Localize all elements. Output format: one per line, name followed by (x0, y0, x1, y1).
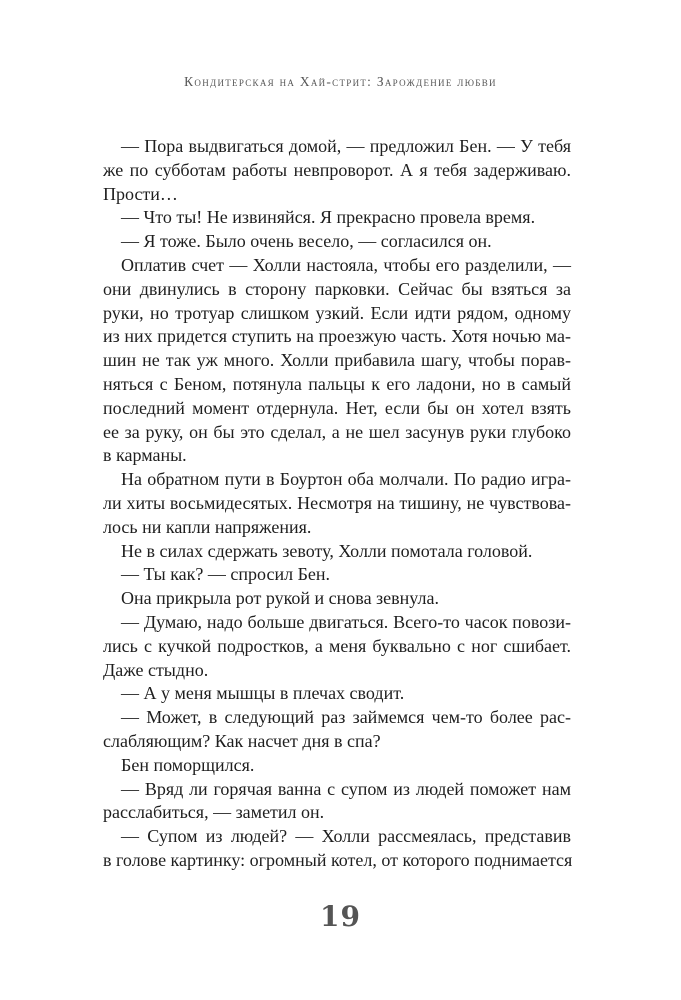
text-line: же по субботам работы невпроворот. А я тебя задерживаю. (103, 159, 571, 180)
text-line: последний момент отдернула. Нет, если бы он хотел взять (103, 397, 571, 418)
text-line: — Пора выдвигаться домой, — предложил Бен. — У тебя (121, 136, 571, 156)
text-line: из них придется ступить на проезжую часть. Хотя ночью ма- (103, 326, 571, 347)
text-line: На обратном пути в Боуртон оба молчали. По радио игра- (121, 469, 571, 490)
text-line: — Супом из людей? — Холли рассмеялась, представив (121, 826, 571, 847)
text-line: Даже стыдно. (103, 659, 209, 680)
text-line: Не в силах сдержать зевоту, Холли помотала головой. (121, 540, 533, 561)
text-line: руки, но тротуар слишком узкий. Если идти рядом, одному (103, 302, 571, 323)
text-line: Прости… (103, 183, 178, 204)
text-line: ее за руку, он бы это сделал, а не шел засунув руки глубоко (103, 421, 571, 442)
text-line: лись с кучкой подростков, а меня буквально с ног сшибает. (103, 635, 571, 656)
text-line: — А у меня мышцы в плечах сводит. (121, 683, 405, 704)
text-line: лось ни капли напряжения. (103, 516, 312, 537)
text-line: — Вряд ли горячая ванна с супом из людей поможет нам (121, 778, 571, 799)
text-line: няться с Беном, потянула пальцы к его ладони, но в самый (103, 373, 571, 394)
text-line: шин не так уж много. Холли прибавила шагу, чтобы порав- (103, 350, 571, 371)
text-line: — Может, в следующий раз займемся чем-то более рас- (121, 707, 571, 728)
text-line: Она прикрыла рот рукой и снова зевнула. (121, 588, 439, 609)
text-line: расслабиться, — заметил он. (103, 802, 325, 823)
text-line: — Что ты! Не извиняйся. Я прекрасно провела время. (121, 207, 536, 228)
text-line: ли хиты восьмидесятых. Несмотря на тишину, не чувствова- (103, 492, 571, 513)
text-line: они двинулись в сторону парковки. Сейчас бы взяться за (103, 278, 571, 299)
text-line: слабляющим? Как насчет дня в спа? (103, 730, 381, 751)
text-line: — Ты как? — спросил Бен. (121, 564, 331, 585)
text-line: — Думаю, надо больше двигаться. Всего-то часок повози- (121, 611, 571, 632)
running-head: Кондитерская на Хай-стрит: Зарождение любви (184, 74, 497, 89)
text-line: в голове картинку: огромный котел, от которого поднимается (103, 849, 573, 870)
page-number: 19 (320, 900, 361, 933)
text-line: Оплатив счет — Холли настояла, чтобы его разделили, — (121, 254, 571, 275)
body-text (103, 135, 571, 873)
text-line: в карманы. (103, 445, 187, 466)
text-line: Бен поморщился. (121, 754, 255, 775)
text-line: — Я тоже. Было очень весело, — согласился он. (121, 231, 492, 252)
